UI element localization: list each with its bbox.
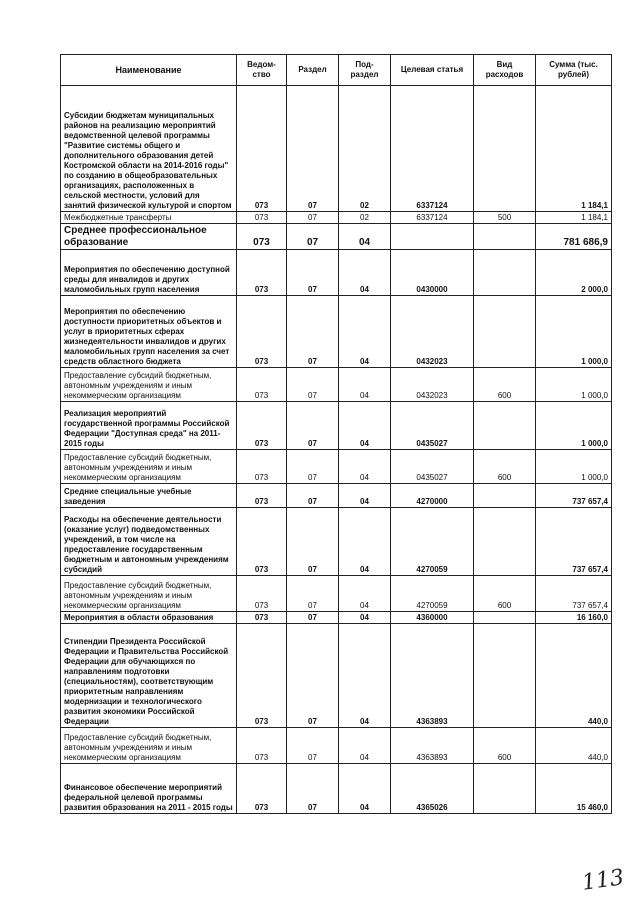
row-section: 07 [287, 296, 339, 368]
row-subsection: 04 [339, 764, 391, 814]
row-article: 0435027 [391, 402, 474, 450]
table-row [61, 728, 612, 764]
table-row [61, 612, 612, 624]
row-amount: 737 657,4 [536, 508, 612, 576]
row-name: Финансовое обеспечение мероприятий федеральной целевой программы развития образования на 2011 - 2015 годы [61, 764, 237, 814]
row-name: Мероприятия по обеспечению доступности приоритетных объектов и услуг в приоритетных сферах жизнедеятельности инвалидов и других маломобильных групп населения за счет средств областного бюджета [61, 296, 237, 368]
row-subsection: 04 [339, 250, 391, 296]
row-section: 07 [287, 450, 339, 484]
row-dept: 073 [237, 250, 287, 296]
handwritten-page-number: 113 [580, 865, 626, 896]
row-expense-type: 600 [474, 576, 536, 612]
row-amount: 1 184,1 [536, 212, 612, 224]
row-expense-type: 600 [474, 728, 536, 764]
row-section: 07 [287, 250, 339, 296]
row-name: Предоставление субсидий бюджетным, автономным учреждениям и иным некоммерческим организациям [61, 576, 237, 612]
row-name: Расходы на обеспечение деятельности (оказание услуг) подведомственных учреждений, в том числе на предоставление государственным бюджетным и автономным учреждениям субсидий [61, 508, 237, 576]
row-section: 07 [287, 728, 339, 764]
row-dept: 073 [237, 402, 287, 450]
row-name: Мероприятия по обеспечению доступной среды для инвалидов и других маломобильных групп населения [61, 250, 237, 296]
row-amount: 440,0 [536, 728, 612, 764]
table-row [61, 450, 612, 484]
row-expense-type: 600 [474, 450, 536, 484]
row-section: 07 [287, 368, 339, 402]
header-row [61, 55, 612, 86]
row-name: Предоставление субсидий бюджетным, автономным учреждениям и иным некоммерческим организациям [61, 728, 237, 764]
row-section: 07 [287, 224, 339, 250]
row-article: 0435027 [391, 450, 474, 484]
row-dept: 073 [237, 450, 287, 484]
row-section: 07 [287, 508, 339, 576]
row-name: Реализация мероприятий государственной программы Российской Федерации "Доступная среда" на 2011-2015 годы [61, 402, 237, 450]
row-section: 07 [287, 402, 339, 450]
table-row [61, 250, 612, 296]
row-subsection: 02 [339, 86, 391, 212]
row-article: 4363893 [391, 624, 474, 728]
row-expense-type [474, 624, 536, 728]
row-subsection: 04 [339, 296, 391, 368]
row-subsection: 04 [339, 728, 391, 764]
row-dept: 073 [237, 508, 287, 576]
row-subsection: 04 [339, 576, 391, 612]
row-name: Субсидии бюджетам муниципальных районов на реализацию мероприятий ведомственной целевой программы "Развитие системы общего и дополнительного образования детей Костромской области на 2014-2016 годы" по созданию в общеобразовательных организациях, расположенных в сельской местности, условий для занятий физической культурой и спортом [61, 86, 237, 212]
row-expense-type [474, 250, 536, 296]
table-row [61, 576, 612, 612]
row-name: Мероприятия в области образования [61, 612, 237, 624]
row-subsection: 04 [339, 484, 391, 508]
budget-table [60, 54, 612, 814]
row-name: Предоставление субсидий бюджетным, автономным учреждениям и иным некоммерческим организациям [61, 368, 237, 402]
row-expense-type [474, 402, 536, 450]
row-amount: 16 160,0 [536, 612, 612, 624]
row-article: 6337124 [391, 212, 474, 224]
row-article: 0432023 [391, 296, 474, 368]
row-expense-type [474, 764, 536, 814]
table-row [61, 224, 612, 250]
row-subsection: 04 [339, 624, 391, 728]
row-article: 4365026 [391, 764, 474, 814]
row-dept: 073 [237, 576, 287, 612]
row-amount: 1 000,0 [536, 450, 612, 484]
row-article: 4363893 [391, 728, 474, 764]
row-dept: 073 [237, 484, 287, 508]
row-subsection: 04 [339, 402, 391, 450]
row-dept: 073 [237, 764, 287, 814]
header-dept: Ведом-ство [237, 55, 287, 86]
table-row [61, 484, 612, 508]
row-expense-type [474, 612, 536, 624]
row-subsection: 04 [339, 224, 391, 250]
row-expense-type [474, 296, 536, 368]
header-expense-type: Вид расходов [474, 55, 536, 86]
row-dept: 073 [237, 296, 287, 368]
table-row [61, 624, 612, 728]
row-dept: 073 [237, 728, 287, 764]
row-expense-type: 500 [474, 212, 536, 224]
row-subsection: 04 [339, 508, 391, 576]
row-amount: 1 000,0 [536, 296, 612, 368]
row-article: 4270000 [391, 484, 474, 508]
table-row [61, 508, 612, 576]
row-article: 0432023 [391, 368, 474, 402]
row-dept: 073 [237, 368, 287, 402]
row-dept: 073 [237, 86, 287, 212]
row-article: 4270059 [391, 576, 474, 612]
row-section: 07 [287, 212, 339, 224]
table-row [61, 402, 612, 450]
row-expense-type: 600 [474, 368, 536, 402]
table-row [61, 212, 612, 224]
header-name: Наименование [61, 55, 237, 86]
row-section: 07 [287, 484, 339, 508]
row-article: 4270059 [391, 508, 474, 576]
row-section: 07 [287, 576, 339, 612]
row-amount: 2 000,0 [536, 250, 612, 296]
row-dept: 073 [237, 212, 287, 224]
row-amount: 1 184,1 [536, 86, 612, 212]
row-name: Среднее профессиональное образование [61, 224, 237, 250]
row-article [391, 224, 474, 250]
row-amount: 15 460,0 [536, 764, 612, 814]
row-amount: 781 686,9 [536, 224, 612, 250]
row-section: 07 [287, 612, 339, 624]
row-expense-type [474, 508, 536, 576]
row-amount: 1 000,0 [536, 368, 612, 402]
row-amount: 737 657,4 [536, 576, 612, 612]
header-subsection: Под-раздел [339, 55, 391, 86]
row-article: 6337124 [391, 86, 474, 212]
row-expense-type [474, 86, 536, 212]
row-section: 07 [287, 86, 339, 212]
row-amount: 440,0 [536, 624, 612, 728]
row-article: 4360000 [391, 612, 474, 624]
row-dept: 073 [237, 224, 287, 250]
row-name: Стипендии Президента Российской Федерации и Правительства Российской Федерации для обучающихся по направлениям подготовки (специальностям), соответствующим приоритетным направлениям модернизации и технологического развития экономики Российской Федерации [61, 624, 237, 728]
row-subsection: 04 [339, 450, 391, 484]
row-dept: 073 [237, 612, 287, 624]
row-dept: 073 [237, 624, 287, 728]
header-amount: Сумма (тыс. рублей) [536, 55, 612, 86]
row-expense-type [474, 224, 536, 250]
row-expense-type [474, 484, 536, 508]
table-row [61, 368, 612, 402]
row-name: Предоставление субсидий бюджетным, автономным учреждениям и иным некоммерческим организациям [61, 450, 237, 484]
row-subsection: 04 [339, 368, 391, 402]
row-amount: 1 000,0 [536, 402, 612, 450]
row-section: 07 [287, 624, 339, 728]
row-name: Межбюджетные трансферты [61, 212, 237, 224]
row-amount: 737 657,4 [536, 484, 612, 508]
table-row [61, 86, 612, 212]
table-row [61, 296, 612, 368]
row-name: Средние специальные учебные заведения [61, 484, 237, 508]
header-section: Раздел [287, 55, 339, 86]
header-article: Целевая статья [391, 55, 474, 86]
row-article: 0430000 [391, 250, 474, 296]
row-section: 07 [287, 764, 339, 814]
row-subsection: 02 [339, 212, 391, 224]
table-row [61, 764, 612, 814]
row-subsection: 04 [339, 612, 391, 624]
